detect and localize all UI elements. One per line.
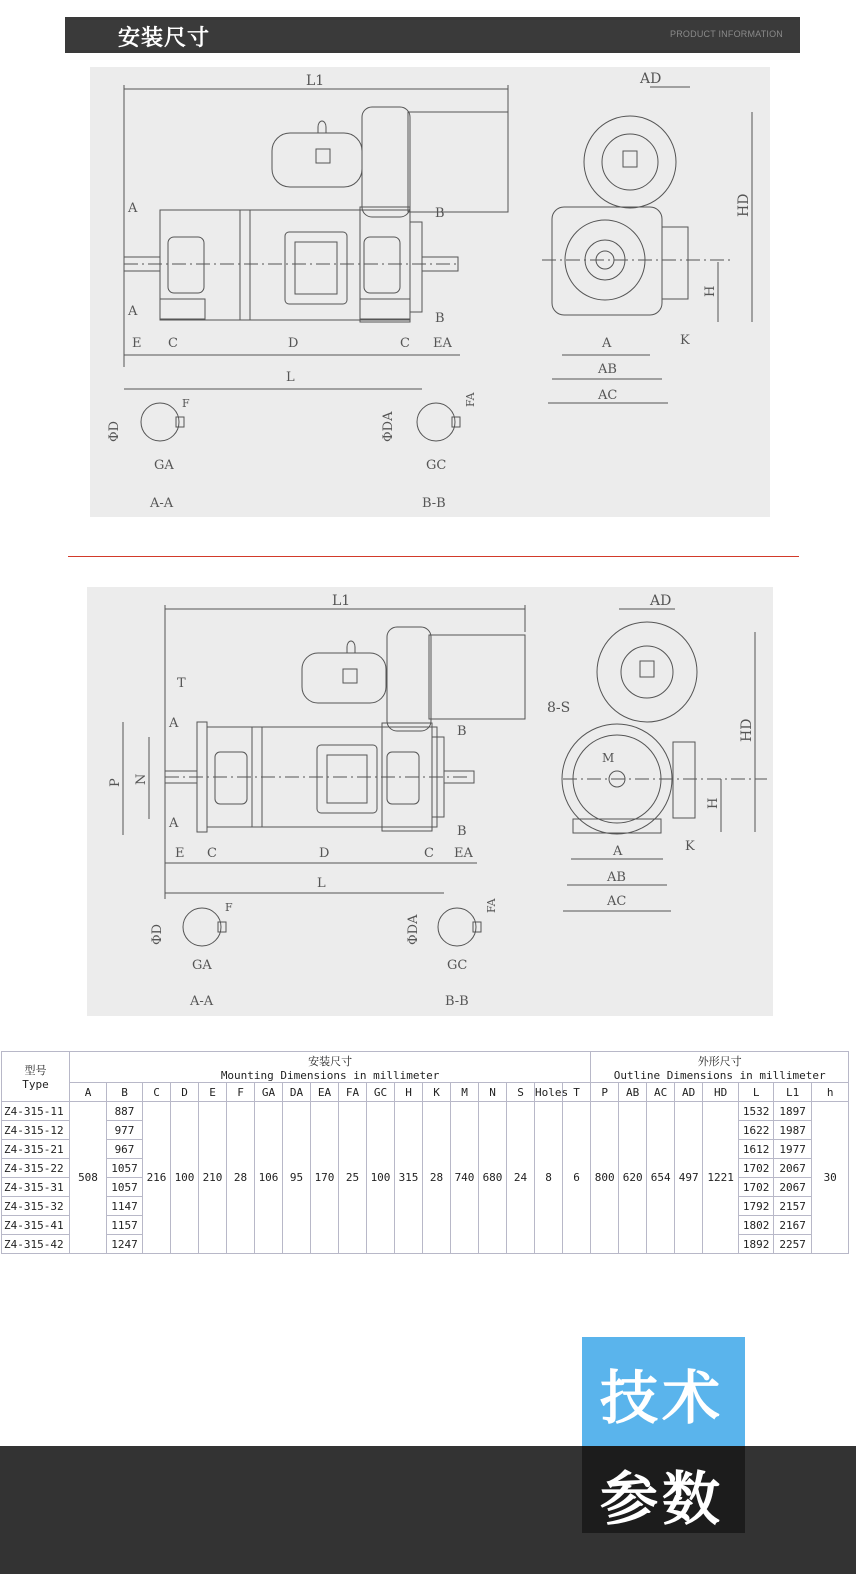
table-cell: Z4-315-31 bbox=[2, 1178, 70, 1197]
label-hd: HD bbox=[736, 193, 752, 217]
table-cell: 967 bbox=[107, 1140, 143, 1159]
col-header-n: N bbox=[479, 1083, 507, 1102]
label-section-aa-2: A-A bbox=[190, 994, 214, 1009]
table-cell: 2167 bbox=[774, 1216, 812, 1235]
table-cell: 1221 bbox=[703, 1102, 739, 1254]
table-row bbox=[2, 1102, 849, 1121]
label-section-bb-2: B-B bbox=[445, 994, 469, 1009]
table-cell: Z4-315-22 bbox=[2, 1159, 70, 1178]
table-cell: 1897 bbox=[774, 1102, 812, 1121]
table-cell: 170 bbox=[311, 1102, 339, 1254]
label-c-left-2: C bbox=[207, 846, 217, 861]
table-cell: 216 bbox=[143, 1102, 171, 1254]
col-header-gc: GC bbox=[367, 1083, 395, 1102]
table-cell: 887 bbox=[107, 1102, 143, 1121]
col-header-ab: AB bbox=[619, 1083, 647, 1102]
label-section-bb: B-B bbox=[422, 496, 446, 511]
section-title: 安装尺寸 bbox=[118, 26, 211, 51]
label-c-left: C bbox=[168, 336, 178, 351]
table-cell: 1157 bbox=[107, 1216, 143, 1235]
table-cell: Z4-315-21 bbox=[2, 1140, 70, 1159]
table-cell: 620 bbox=[619, 1102, 647, 1254]
label-phi-d-2: ΦD bbox=[150, 923, 165, 945]
col-header-l: L bbox=[739, 1083, 774, 1102]
label-ga-2: GA bbox=[192, 958, 212, 973]
label-fa: FA bbox=[464, 392, 477, 407]
label-b-bottom: B bbox=[435, 311, 445, 326]
col-header-ad: AD bbox=[675, 1083, 703, 1102]
table-cell: 28 bbox=[423, 1102, 451, 1254]
label-p: P bbox=[108, 778, 123, 787]
table-cell: 1057 bbox=[107, 1159, 143, 1178]
section-header bbox=[65, 17, 800, 53]
badge-params: 参数 bbox=[582, 1446, 745, 1533]
label-f-2: F bbox=[225, 901, 233, 914]
table-cell: 6 bbox=[563, 1102, 591, 1254]
label-h-2: H bbox=[706, 797, 721, 809]
label-e: E bbox=[132, 336, 142, 351]
label-phi-da-2: ΦDA bbox=[406, 914, 421, 945]
label-a-bottom-2: A bbox=[169, 816, 179, 831]
label-d-2: D bbox=[319, 846, 330, 861]
label-h: H bbox=[703, 285, 718, 297]
col-header-s: S bbox=[507, 1083, 535, 1102]
col-header-k: K bbox=[423, 1083, 451, 1102]
label-m: M bbox=[602, 751, 615, 765]
label-a-top: A bbox=[128, 201, 138, 216]
label-ea: EA bbox=[433, 336, 452, 351]
mount-header-cell: 安装尺寸 Mounting Dimensions in millimeter bbox=[70, 1052, 591, 1083]
label-e-2: E bbox=[175, 846, 185, 861]
table-cell: 508 bbox=[70, 1102, 107, 1254]
label-f: F bbox=[182, 397, 190, 410]
col-header-a: A bbox=[70, 1083, 107, 1102]
label-hd-2: HD bbox=[739, 718, 755, 742]
col-header-d: D bbox=[171, 1083, 199, 1102]
table-cell: Z4-315-11 bbox=[2, 1102, 70, 1121]
table-cell: 1057 bbox=[107, 1178, 143, 1197]
label-8s: 8-S bbox=[547, 700, 571, 716]
table-cell: 106 bbox=[255, 1102, 283, 1254]
col-header-holes: Holes bbox=[535, 1083, 563, 1102]
table-cell: Z4-315-32 bbox=[2, 1197, 70, 1216]
table-cell: 740 bbox=[451, 1102, 479, 1254]
label-b-top: B bbox=[435, 206, 445, 221]
col-header-fa: FA bbox=[339, 1083, 367, 1102]
label-ea-2: EA bbox=[454, 846, 473, 861]
label-phi-d: ΦD bbox=[107, 420, 122, 442]
label-l1-2: L1 bbox=[332, 593, 351, 609]
table-cell: 25 bbox=[339, 1102, 367, 1254]
label-ac: AC bbox=[598, 388, 618, 403]
col-header-h: H bbox=[395, 1083, 423, 1102]
table-cell: 1977 bbox=[774, 1140, 812, 1159]
label-a-end-2: A bbox=[613, 844, 623, 859]
label-n: N bbox=[134, 773, 149, 785]
col-header-h: h bbox=[812, 1083, 849, 1102]
table-cell: 1247 bbox=[107, 1235, 143, 1254]
label-l: L bbox=[286, 370, 295, 385]
table-cell: 1612 bbox=[739, 1140, 774, 1159]
dimension-drawing-2 bbox=[87, 587, 773, 1016]
outline-header-cell: 外形尺寸 Outline Dimensions in millimeter bbox=[591, 1052, 849, 1083]
table-cell: 210 bbox=[199, 1102, 227, 1254]
dimension-drawing-1 bbox=[90, 67, 770, 517]
table-cell: 100 bbox=[367, 1102, 395, 1254]
label-l1: L1 bbox=[306, 73, 325, 89]
table-cell: 1987 bbox=[774, 1121, 812, 1140]
label-gc-2: GC bbox=[447, 958, 468, 973]
section-subtitle: PRODUCT INFORMATION bbox=[670, 29, 783, 39]
label-c-right-2: C bbox=[424, 846, 434, 861]
label-gc: GC bbox=[426, 458, 447, 473]
table-cell: 1622 bbox=[739, 1121, 774, 1140]
col-header-hd: HD bbox=[703, 1083, 739, 1102]
label-b-bottom-2: B bbox=[457, 824, 467, 839]
dimension-table bbox=[1, 1051, 849, 1254]
label-a-top-2: A bbox=[169, 716, 179, 731]
table-cell: 1702 bbox=[739, 1159, 774, 1178]
table-cell: 8 bbox=[535, 1102, 563, 1254]
table-cell: 2067 bbox=[774, 1159, 812, 1178]
table-cell: 800 bbox=[591, 1102, 619, 1254]
label-k-2: K bbox=[685, 839, 695, 854]
label-section-aa: A-A bbox=[150, 496, 174, 511]
col-header-c: C bbox=[143, 1083, 171, 1102]
table-cell: 28 bbox=[227, 1102, 255, 1254]
col-header-f: F bbox=[227, 1083, 255, 1102]
label-ab-2: AB bbox=[607, 870, 626, 885]
col-header-ac: AC bbox=[647, 1083, 675, 1102]
col-header-e: E bbox=[199, 1083, 227, 1102]
col-header-l1: L1 bbox=[774, 1083, 812, 1102]
label-l-2: L bbox=[317, 876, 326, 891]
table-cell: 1892 bbox=[739, 1235, 774, 1254]
table-cell: 100 bbox=[171, 1102, 199, 1254]
table-cell: 1792 bbox=[739, 1197, 774, 1216]
label-ad: AD bbox=[640, 71, 662, 87]
label-a-bottom: A bbox=[128, 304, 138, 319]
label-d: D bbox=[288, 336, 299, 351]
label-ac-2: AC bbox=[607, 894, 627, 909]
table-cell: 497 bbox=[675, 1102, 703, 1254]
badge-tech: 技术 bbox=[582, 1337, 745, 1447]
table-cell: 315 bbox=[395, 1102, 423, 1254]
col-header-t: T bbox=[563, 1083, 591, 1102]
label-k: K bbox=[680, 333, 690, 348]
label-fa-2: FA bbox=[485, 898, 498, 913]
table-cell: 1802 bbox=[739, 1216, 774, 1235]
table-cell: Z4-315-12 bbox=[2, 1121, 70, 1140]
table-cell: 24 bbox=[507, 1102, 535, 1254]
label-ad-2: AD bbox=[650, 593, 672, 609]
table-cell: 977 bbox=[107, 1121, 143, 1140]
label-t: T bbox=[177, 676, 186, 691]
col-header-b: B bbox=[107, 1083, 143, 1102]
table-cell: 2257 bbox=[774, 1235, 812, 1254]
col-header-da: DA bbox=[283, 1083, 311, 1102]
col-header-ga: GA bbox=[255, 1083, 283, 1102]
label-ab: AB bbox=[598, 362, 617, 377]
table-cell: Z4-315-41 bbox=[2, 1216, 70, 1235]
table-cell: 1532 bbox=[739, 1102, 774, 1121]
table-cell: 680 bbox=[479, 1102, 507, 1254]
col-header-p: P bbox=[591, 1083, 619, 1102]
col-header-m: M bbox=[451, 1083, 479, 1102]
table-cell: 2157 bbox=[774, 1197, 812, 1216]
label-b-top-2: B bbox=[457, 724, 467, 739]
table-body bbox=[2, 1102, 849, 1254]
table-cell: 95 bbox=[283, 1102, 311, 1254]
label-c-right: C bbox=[400, 336, 410, 351]
table-cell: 654 bbox=[647, 1102, 675, 1254]
label-ga: GA bbox=[154, 458, 174, 473]
label-a-end: A bbox=[602, 336, 612, 351]
divider-rule bbox=[68, 556, 799, 557]
table-cell: 2067 bbox=[774, 1178, 812, 1197]
label-phi-da: ΦDA bbox=[381, 411, 396, 442]
column-header-row bbox=[2, 1083, 849, 1102]
table-cell: Z4-315-42 bbox=[2, 1235, 70, 1254]
model-header-cell: 型号 Type bbox=[2, 1052, 70, 1102]
table-cell: 1702 bbox=[739, 1178, 774, 1197]
table-cell: 30 bbox=[812, 1102, 849, 1254]
table-cell: 1147 bbox=[107, 1197, 143, 1216]
col-header-ea: EA bbox=[311, 1083, 339, 1102]
